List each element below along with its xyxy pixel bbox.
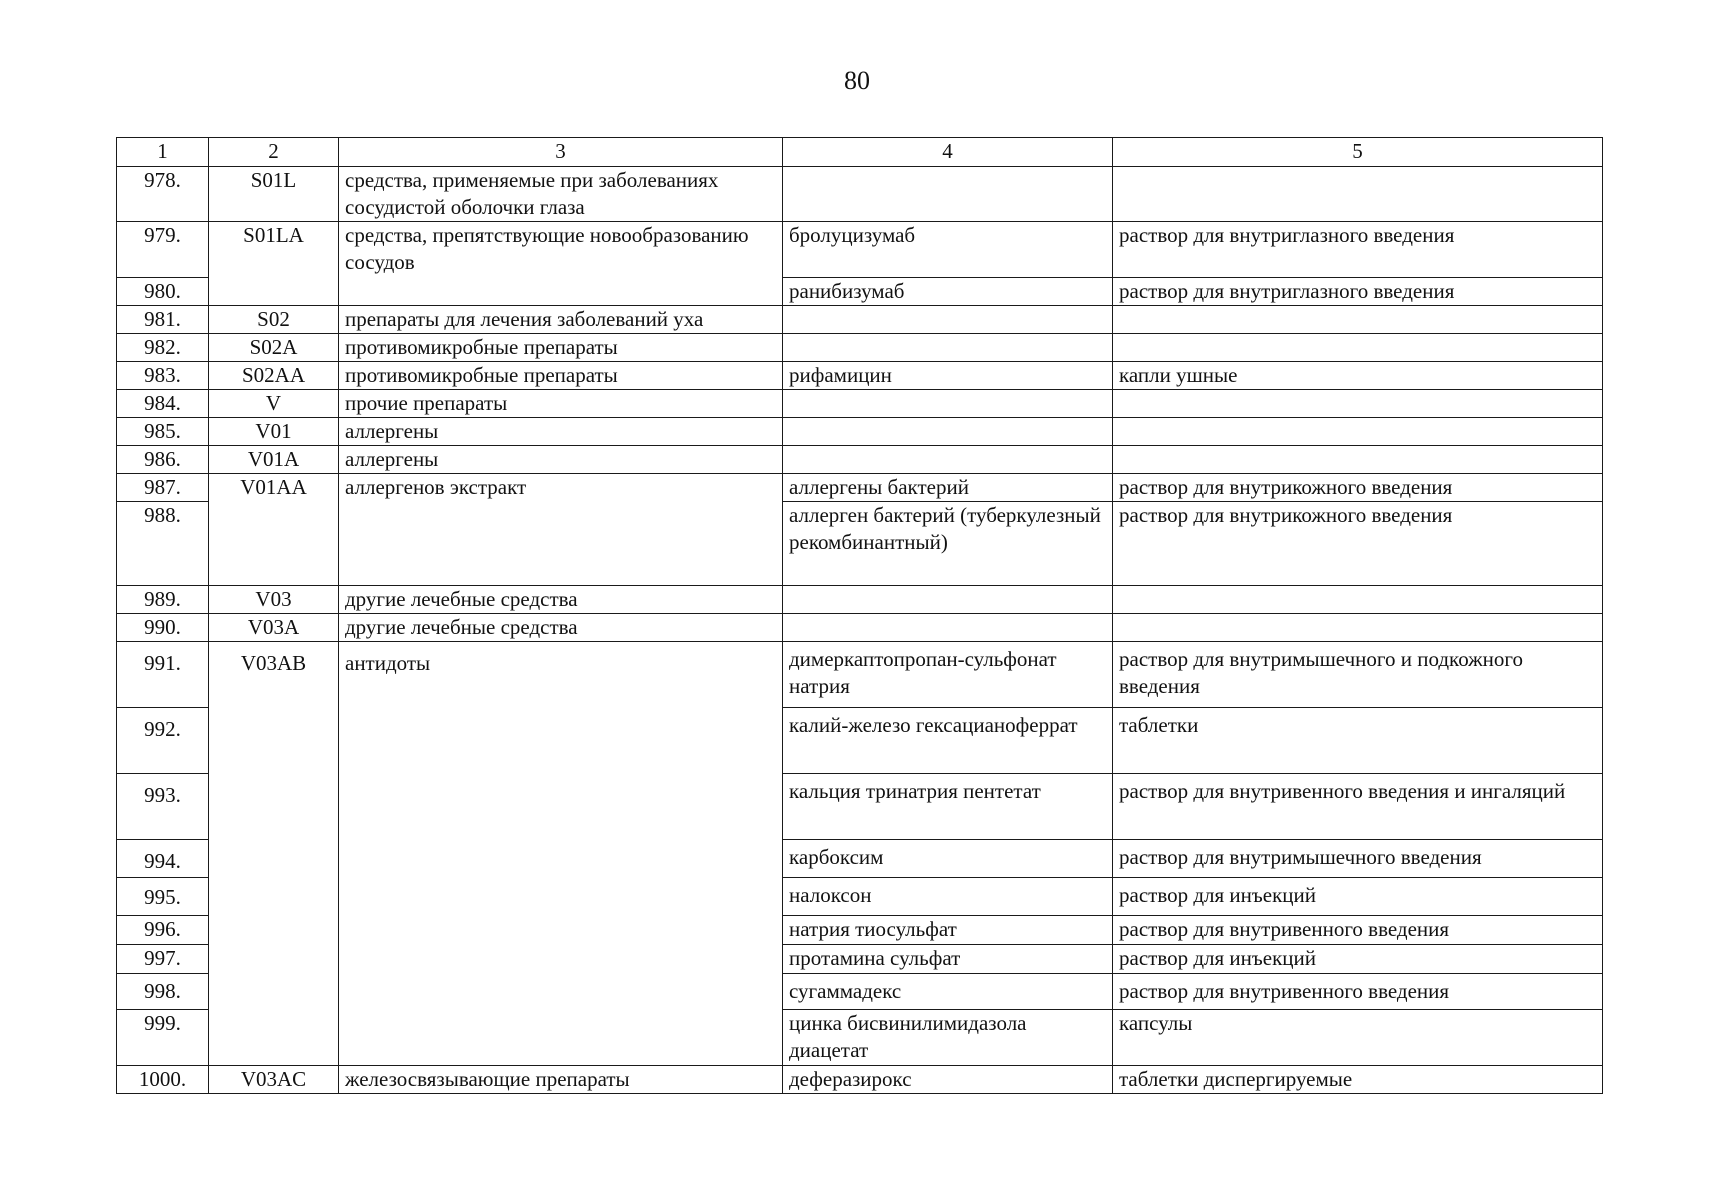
dosage-form: раствор для инъекций bbox=[1113, 945, 1603, 974]
dosage-form: раствор для внутримышечного введения bbox=[1113, 840, 1603, 878]
drug-name: сугаммадекс bbox=[783, 974, 1113, 1010]
drug-name: аллерген бактерий (туберкулезный рекомбинантный) bbox=[783, 502, 1113, 586]
drug-name bbox=[783, 614, 1113, 642]
drug-name bbox=[783, 334, 1113, 362]
dosage-form: раствор для внутрикожного введения bbox=[1113, 474, 1603, 502]
row-number: 990. bbox=[117, 614, 209, 642]
atc-code: V01A bbox=[209, 446, 339, 474]
header-cell-3: 3 bbox=[339, 138, 783, 167]
row-number: 992. bbox=[117, 708, 209, 774]
atc-code: V03A bbox=[209, 614, 339, 642]
row-number: 996. bbox=[117, 916, 209, 945]
group-name: противомикробные препараты bbox=[339, 362, 783, 390]
drug-name: димеркаптопропан-сульфонат натрия bbox=[783, 642, 1113, 708]
dosage-form bbox=[1113, 446, 1603, 474]
dosage-form: раствор для внутримышечного и подкожного введения bbox=[1113, 642, 1603, 708]
table-row bbox=[117, 362, 1603, 390]
group-name: прочие препараты bbox=[339, 390, 783, 418]
dosage-form: раствор для внутриглазного введения bbox=[1113, 222, 1603, 278]
table-row bbox=[117, 1066, 1603, 1094]
group-name: антидоты bbox=[339, 642, 783, 1066]
drug-name: рифамицин bbox=[783, 362, 1113, 390]
atc-code: V03AB bbox=[209, 642, 339, 1066]
header-cell-4: 4 bbox=[783, 138, 1113, 167]
drug-name bbox=[783, 446, 1113, 474]
header-cell-2: 2 bbox=[209, 138, 339, 167]
drug-name bbox=[783, 390, 1113, 418]
row-number: 999. bbox=[117, 1010, 209, 1066]
row-number: 986. bbox=[117, 446, 209, 474]
group-name: другие лечебные средства bbox=[339, 586, 783, 614]
header-cell-5: 5 bbox=[1113, 138, 1603, 167]
drug-name: налоксон bbox=[783, 878, 1113, 916]
dosage-form bbox=[1113, 418, 1603, 446]
drug-table bbox=[116, 137, 1603, 1094]
drug-name: натрия тиосульфат bbox=[783, 916, 1113, 945]
dosage-form: раствор для внутривенного введения и ингаляций bbox=[1113, 774, 1603, 840]
atc-code: V bbox=[209, 390, 339, 418]
drug-name: ранибизумаб bbox=[783, 278, 1113, 306]
row-number: 985. bbox=[117, 418, 209, 446]
dosage-form bbox=[1113, 614, 1603, 642]
header-row bbox=[117, 138, 1603, 167]
row-number: 978. bbox=[117, 167, 209, 222]
drug-name: деферазирокс bbox=[783, 1066, 1113, 1094]
dosage-form: раствор для внутривенного введения bbox=[1113, 974, 1603, 1010]
dosage-form: раствор для внутрикожного введения bbox=[1113, 502, 1603, 586]
row-number: 993. bbox=[117, 774, 209, 840]
group-name: другие лечебные средства bbox=[339, 614, 783, 642]
table-row bbox=[117, 306, 1603, 334]
dosage-form bbox=[1113, 586, 1603, 614]
dosage-form: раствор для внутриглазного введения bbox=[1113, 278, 1603, 306]
group-name: аллергенов экстракт bbox=[339, 474, 783, 586]
dosage-form bbox=[1113, 390, 1603, 418]
group-name: аллергены bbox=[339, 418, 783, 446]
atc-code: V03AC bbox=[209, 1066, 339, 1094]
row-number: 998. bbox=[117, 974, 209, 1010]
atc-code: S01L bbox=[209, 167, 339, 222]
dosage-form: раствор для инъекций bbox=[1113, 878, 1603, 916]
atc-code: S02AA bbox=[209, 362, 339, 390]
row-number: 991. bbox=[117, 642, 209, 708]
row-number: 997. bbox=[117, 945, 209, 974]
dosage-form: таблетки bbox=[1113, 708, 1603, 774]
dosage-form bbox=[1113, 306, 1603, 334]
drug-name bbox=[783, 586, 1113, 614]
drug-name: бролуцизумаб bbox=[783, 222, 1113, 278]
group-name: противомикробные препараты bbox=[339, 334, 783, 362]
dosage-form: капли ушные bbox=[1113, 362, 1603, 390]
atc-code: S01LA bbox=[209, 222, 339, 306]
drug-name: протамина сульфат bbox=[783, 945, 1113, 974]
table-row bbox=[117, 334, 1603, 362]
row-number: 982. bbox=[117, 334, 209, 362]
drug-name: карбоксим bbox=[783, 840, 1113, 878]
drug-name bbox=[783, 306, 1113, 334]
dosage-form: капсулы bbox=[1113, 1010, 1603, 1066]
header-cell-1: 1 bbox=[117, 138, 209, 167]
table-row bbox=[117, 390, 1603, 418]
row-number: 979. bbox=[117, 222, 209, 278]
drug-name: кальция тринатрия пентетат bbox=[783, 774, 1113, 840]
group-name: препараты для лечения заболеваний уха bbox=[339, 306, 783, 334]
row-number: 995. bbox=[117, 878, 209, 916]
drug-name: аллергены бактерий bbox=[783, 474, 1113, 502]
drug-name bbox=[783, 418, 1113, 446]
atc-code: V01AA bbox=[209, 474, 339, 586]
table-row bbox=[117, 167, 1603, 222]
table-row bbox=[117, 446, 1603, 474]
row-number: 980. bbox=[117, 278, 209, 306]
drug-name bbox=[783, 167, 1113, 222]
group-name: средства, применяемые при заболеваниях сосудистой оболочки глаза bbox=[339, 167, 783, 222]
drug-name: калий-железо гексацианоферрат bbox=[783, 708, 1113, 774]
row-number: 988. bbox=[117, 502, 209, 586]
table-row bbox=[117, 586, 1603, 614]
group-name: аллергены bbox=[339, 446, 783, 474]
row-number: 987. bbox=[117, 474, 209, 502]
group-name: средства, препятствующие новообразованию сосудов bbox=[339, 222, 783, 306]
drug-name: цинка бисвинилимидазола диацетат bbox=[783, 1010, 1113, 1066]
table-row bbox=[117, 642, 1603, 708]
table-row bbox=[117, 222, 1603, 278]
row-number: 981. bbox=[117, 306, 209, 334]
table-row bbox=[117, 474, 1603, 502]
row-number: 984. bbox=[117, 390, 209, 418]
atc-code: V03 bbox=[209, 586, 339, 614]
dosage-form bbox=[1113, 167, 1603, 222]
group-name: железосвязывающие препараты bbox=[339, 1066, 783, 1094]
dosage-form: раствор для внутривенного введения bbox=[1113, 916, 1603, 945]
atc-code: S02 bbox=[209, 306, 339, 334]
row-number: 989. bbox=[117, 586, 209, 614]
row-number: 983. bbox=[117, 362, 209, 390]
dosage-form: таблетки диспергируемые bbox=[1113, 1066, 1603, 1094]
row-number: 994. bbox=[117, 840, 209, 878]
table-row bbox=[117, 614, 1603, 642]
page-number: 80 bbox=[844, 66, 870, 95]
dosage-form bbox=[1113, 334, 1603, 362]
atc-code: S02A bbox=[209, 334, 339, 362]
table-row bbox=[117, 418, 1603, 446]
atc-code: V01 bbox=[209, 418, 339, 446]
row-number: 1000. bbox=[117, 1066, 209, 1094]
